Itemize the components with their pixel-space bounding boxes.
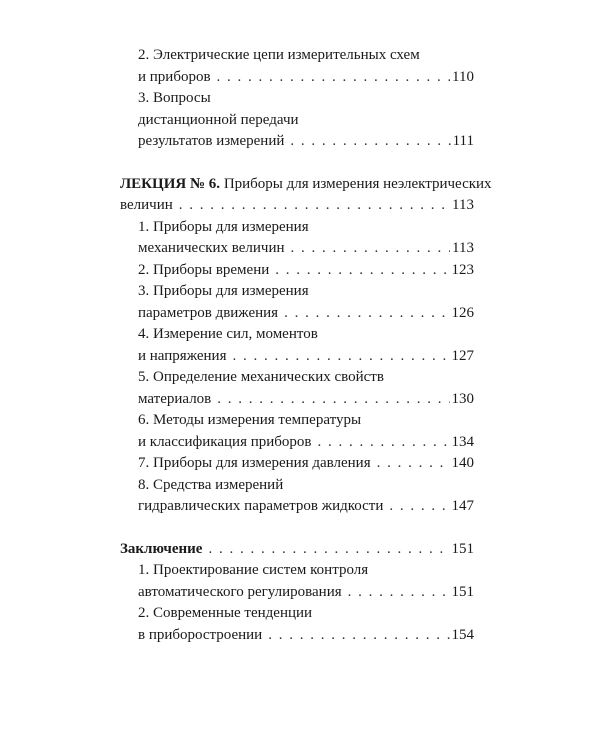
toc-entry-title: 2. Электрические цепи измерительных схем — [138, 47, 420, 63]
toc-entry-title: 3. Вопросы — [138, 90, 211, 106]
toc-entry[interactable] — [120, 475, 474, 518]
toc-section-lecture-6[interactable] — [120, 174, 492, 217]
dot-leader — [291, 238, 451, 260]
toc-page-number: 113 — [452, 240, 474, 256]
toc-page-number: 151 — [451, 583, 474, 600]
toc-entry[interactable] — [120, 88, 474, 153]
toc-entry-title: 2. Современные тенденции — [138, 605, 313, 621]
toc-entry[interactable] — [120, 560, 474, 603]
toc-page-number: 134 — [451, 433, 474, 450]
section-title: величин — [120, 197, 173, 213]
toc-page-number: 123 — [451, 261, 474, 278]
toc-entry-title: дистанционной передачи — [138, 111, 299, 128]
dot-leader — [179, 195, 450, 217]
toc-entry-title: 4. Измерение сил, моментов — [138, 326, 318, 342]
toc-section-conclusion[interactable] — [120, 539, 474, 561]
toc-entry-title: материалов — [138, 390, 212, 407]
toc-entry[interactable] — [120, 324, 474, 367]
toc-entry-title: механических величин — [138, 240, 285, 256]
toc-page-number: 154 — [451, 626, 474, 643]
toc-entry[interactable] — [120, 217, 474, 260]
toc-page-number: 111 — [452, 133, 474, 149]
toc-entry-title: результатов измерений — [138, 133, 285, 149]
toc-entry[interactable] — [120, 603, 474, 646]
dot-leader — [389, 496, 449, 518]
toc-page-number: 126 — [451, 304, 474, 321]
section-label: ЛЕКЦИЯ № 6. — [120, 175, 221, 192]
dot-leader — [284, 303, 449, 325]
toc-entry-title: автоматического регулирования — [138, 583, 342, 600]
toc-page-number: 110 — [452, 68, 474, 85]
dot-leader — [217, 67, 451, 89]
toc-entry-title: и приборов — [138, 68, 211, 85]
toc-entry-title: параметров движения — [138, 304, 279, 321]
toc-page-number: 140 — [451, 455, 474, 471]
toc-entry-title: 1. Приборы для измерения — [138, 218, 309, 235]
toc-page-number: 147 — [451, 498, 474, 514]
toc-page-number: 127 — [451, 347, 474, 364]
dot-leader — [348, 582, 450, 604]
toc-entry-title: 5. Определение механических свойств — [138, 369, 384, 385]
toc-entry-title: в приборостроении — [138, 626, 263, 643]
dot-leader — [217, 389, 449, 411]
toc-entry-title: и напряжения — [138, 347, 227, 364]
toc-entry-title: 2. Приборы времени — [138, 261, 270, 278]
toc-page-number: 113 — [452, 197, 474, 213]
dot-leader — [208, 539, 449, 561]
dot-leader — [232, 346, 449, 368]
toc-entry-title: 3. Приборы для измерения — [138, 283, 309, 299]
toc-entry-title: 8. Средства измерений — [138, 476, 284, 493]
toc-entry[interactable] — [120, 453, 474, 475]
toc-entry[interactable] — [120, 260, 474, 282]
toc-entry[interactable] — [120, 281, 474, 324]
toc-entry[interactable] — [120, 45, 474, 88]
toc-entry-title: 6. Методы измерения температуры — [138, 412, 362, 428]
toc-entry[interactable] — [120, 410, 474, 453]
dot-leader — [377, 453, 450, 475]
dot-leader — [268, 625, 449, 647]
table-of-contents — [120, 45, 492, 646]
toc-page-number: 130 — [451, 390, 474, 407]
dot-leader — [318, 432, 450, 454]
section-title: Приборы для измерения неэлектрических — [223, 175, 492, 192]
toc-entry-title: 1. Проектирование систем контроля — [138, 562, 369, 578]
toc-entry-title: и классификация приборов — [138, 433, 312, 450]
toc-entry-title: 7. Приборы для измерения давления — [138, 455, 371, 471]
toc-entry-title: гидравлических параметров жидкости — [138, 498, 384, 514]
dot-leader — [275, 260, 449, 282]
dot-leader — [290, 131, 450, 153]
toc-entry[interactable] — [120, 367, 474, 410]
section-label: Заключение — [120, 540, 203, 557]
toc-page-number: 151 — [451, 540, 474, 557]
